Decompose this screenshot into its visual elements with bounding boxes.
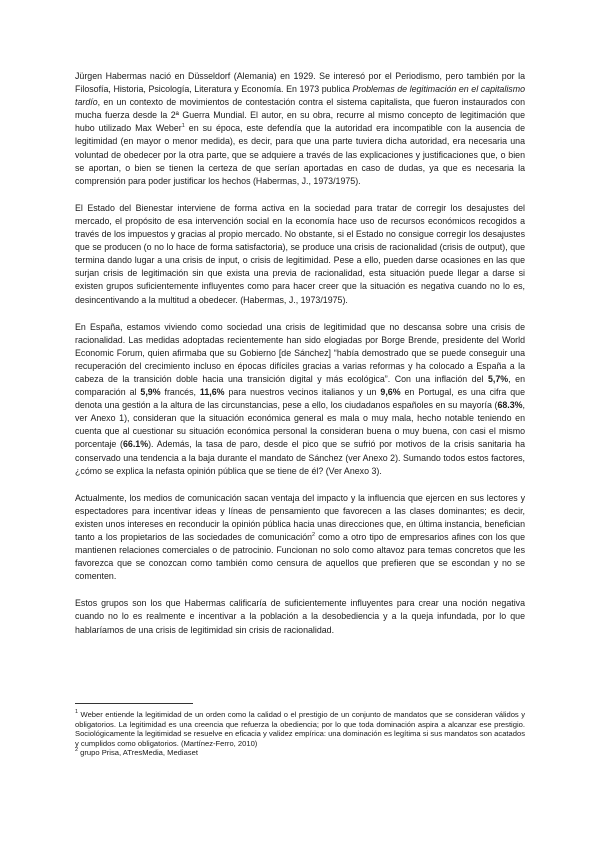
footnote-2: $^2$ grupo Prisa, ATresMedia, Mediaset	[75, 747, 198, 758]
footnotes	[75, 703, 525, 758]
footnote-1: $^1$ Weber entiende la legitimidad de un orden como la calidad o el prestigio de un conjunto de mandatos que se consideran válidos y obligatorios. La legitimidad es una creencia que refuerza la obediencia; por lo que toda dominación aspira a alcanzar ese prestigio. Sociológicamente la legitimidad se resuelve en eficacia y validez empírica: una dominación es legítima si sus mandatos son acatados y cumplidos como obligatorios. (Martínez-Ferro, 2010)	[75, 709, 525, 748]
footnote-separator	[75, 703, 193, 704]
paragraph-4: Actualmente, los medios de comunicación sacan ventaja del impacto y la influencia que ejercen en sus lectores y espectadores para incentivar ideas y líneas de pensamiento que favorecen a las clases dominantes; es decir, existen unos intereses en reconducir la opinión pública hacia unas direcciones que, en última instancia, benefician tanto a los propietarios de las sociedades de comunicación$^2$ como a otro tipo de empresarios afines con los que mantienen relaciones comerciales o de patrocinio. Funcionan no solo como altavoz para temas concretos que les favorezca que se conozcan como también como censura de aquellos que prefieren que se escondan y no se comenten.	[75, 492, 525, 582]
paragraph-1: Jürgen Habermas nació en Düsseldorf (Alemania) en 1929. Se interesó por el Periodismo, pero también por la Filosofía, Historia, Psicología, Literatura y Economía. En 1973 publica Problemas de legitimación en el capitalismo tardío, en un contexto de movimientos de contestación contra el sistema capitalista, que fueron instaurados con mucha fuerza desde la 2ª Guerra Mundial. El autor, en su obra, recurre al mismo concepto de legitimación que hubo utilizado Max Weber$^1$ en su época, este defendía que la autoridad era incompatible con la ausencia de legitimidad (en mayor o menor medida), es decir, para que una parte tuviera dicha autoridad, era necesaria una voluntad de obedecer por la otra parte, que se adquiere a través de las explicaciones y justificaciones que, o bien se aportan, o bien se tienen la certeza de que serían aportadas en caso de dudas, ya que es necesaria la comprensión para poder justificar los hechos (Habermas, J., 1973/1975).	[75, 71, 525, 186]
footnote-ref-2[interactable]: 2	[312, 532, 316, 538]
document-body	[75, 70, 525, 651]
paragraph-3: En España, estamos viviendo como sociedad una crisis de legitimidad que no descansa sobre una crisis de racionalidad. Las medidas adoptadas recientemente han sido elogiadas por Borge Brende, presidente del World Economic Forum, quien afirmaba que su Gobierno [de Sánchez] “había demostrado que se puede conseguir una recuperación del crecimiento incluso en épocas difíciles gracias a varias reformas y ha colocado a España a la cabeza de la transición doble hacia una transición digital y más ecológica”. Con una inflación del 5,7%, en comparación al 5,9% francés, 11,6% para nuestros vecinos italianos y un 9,6% en Portugal, es una cifra que denota una gestión a la altura de las circunstancias, pese a ello, los ciudadanos españoles en su mayoría (68.3%, ver Anexo 1), consideran que la situación económica general es mala o muy mala, hecho notable teniendo en cuenta que al cuestionar su situación económica personal la consideran buena o muy buena, con casi el mismo porcentaje (66.1%). Además, la tasa de paro, desde el pico que se sufrió por motivos de la crisis sanitaria ha conservado una tendencia a la baja durante el mandato de Sánchez (ver Anexo 2). Sumando todos estos factores, ¿cómo se explica la nefasta opinión pública que se tiene de él? (Ver Anexo 3).	[75, 321, 526, 476]
book-title: Problemas de legitimación en el capitalismo tardío	[75, 84, 525, 108]
footnote-ref-1[interactable]: 1	[181, 123, 185, 130]
paragraph-5: Estos grupos son los que Habermas calificaría de suficientemente influyentes para crear una noción negativa cuando no lo es realmente e incentivar a la población a la desobediencia y a la queja infundada, por lo que hablaríamos de una crisis de legitimidad sin crisis de racionalidad.	[75, 598, 525, 635]
paragraph-2: El Estado del Bienestar interviene de forma activa en la sociedad para tratar de corregir los desajustes del mercado, el propósito de esa intervención social en la economía hace uso de recursos económicos recogidos a través de los impuestos y gracias al propio mercado. No obstante, si el Estado no consigue corregir los desajustes que se producen (o no lo hace de forma satisfactoria), se produce una crisis de racionalidad (crisis de output), que termina dando lugar a una crisis de input, o crisis de legitimidad. Pese a ello, pueden darse ocasiones en las que surjan crisis de legitimación sin que exista una previa de racionalidad, esta situación puede llegar a darse si existen grupos suficientemente influyentes como para hacer creer que la situación es negativa cuando no lo es, desincentivando a la multitud a obedecer. (Habermas, J., 1973/1975).	[75, 202, 525, 305]
